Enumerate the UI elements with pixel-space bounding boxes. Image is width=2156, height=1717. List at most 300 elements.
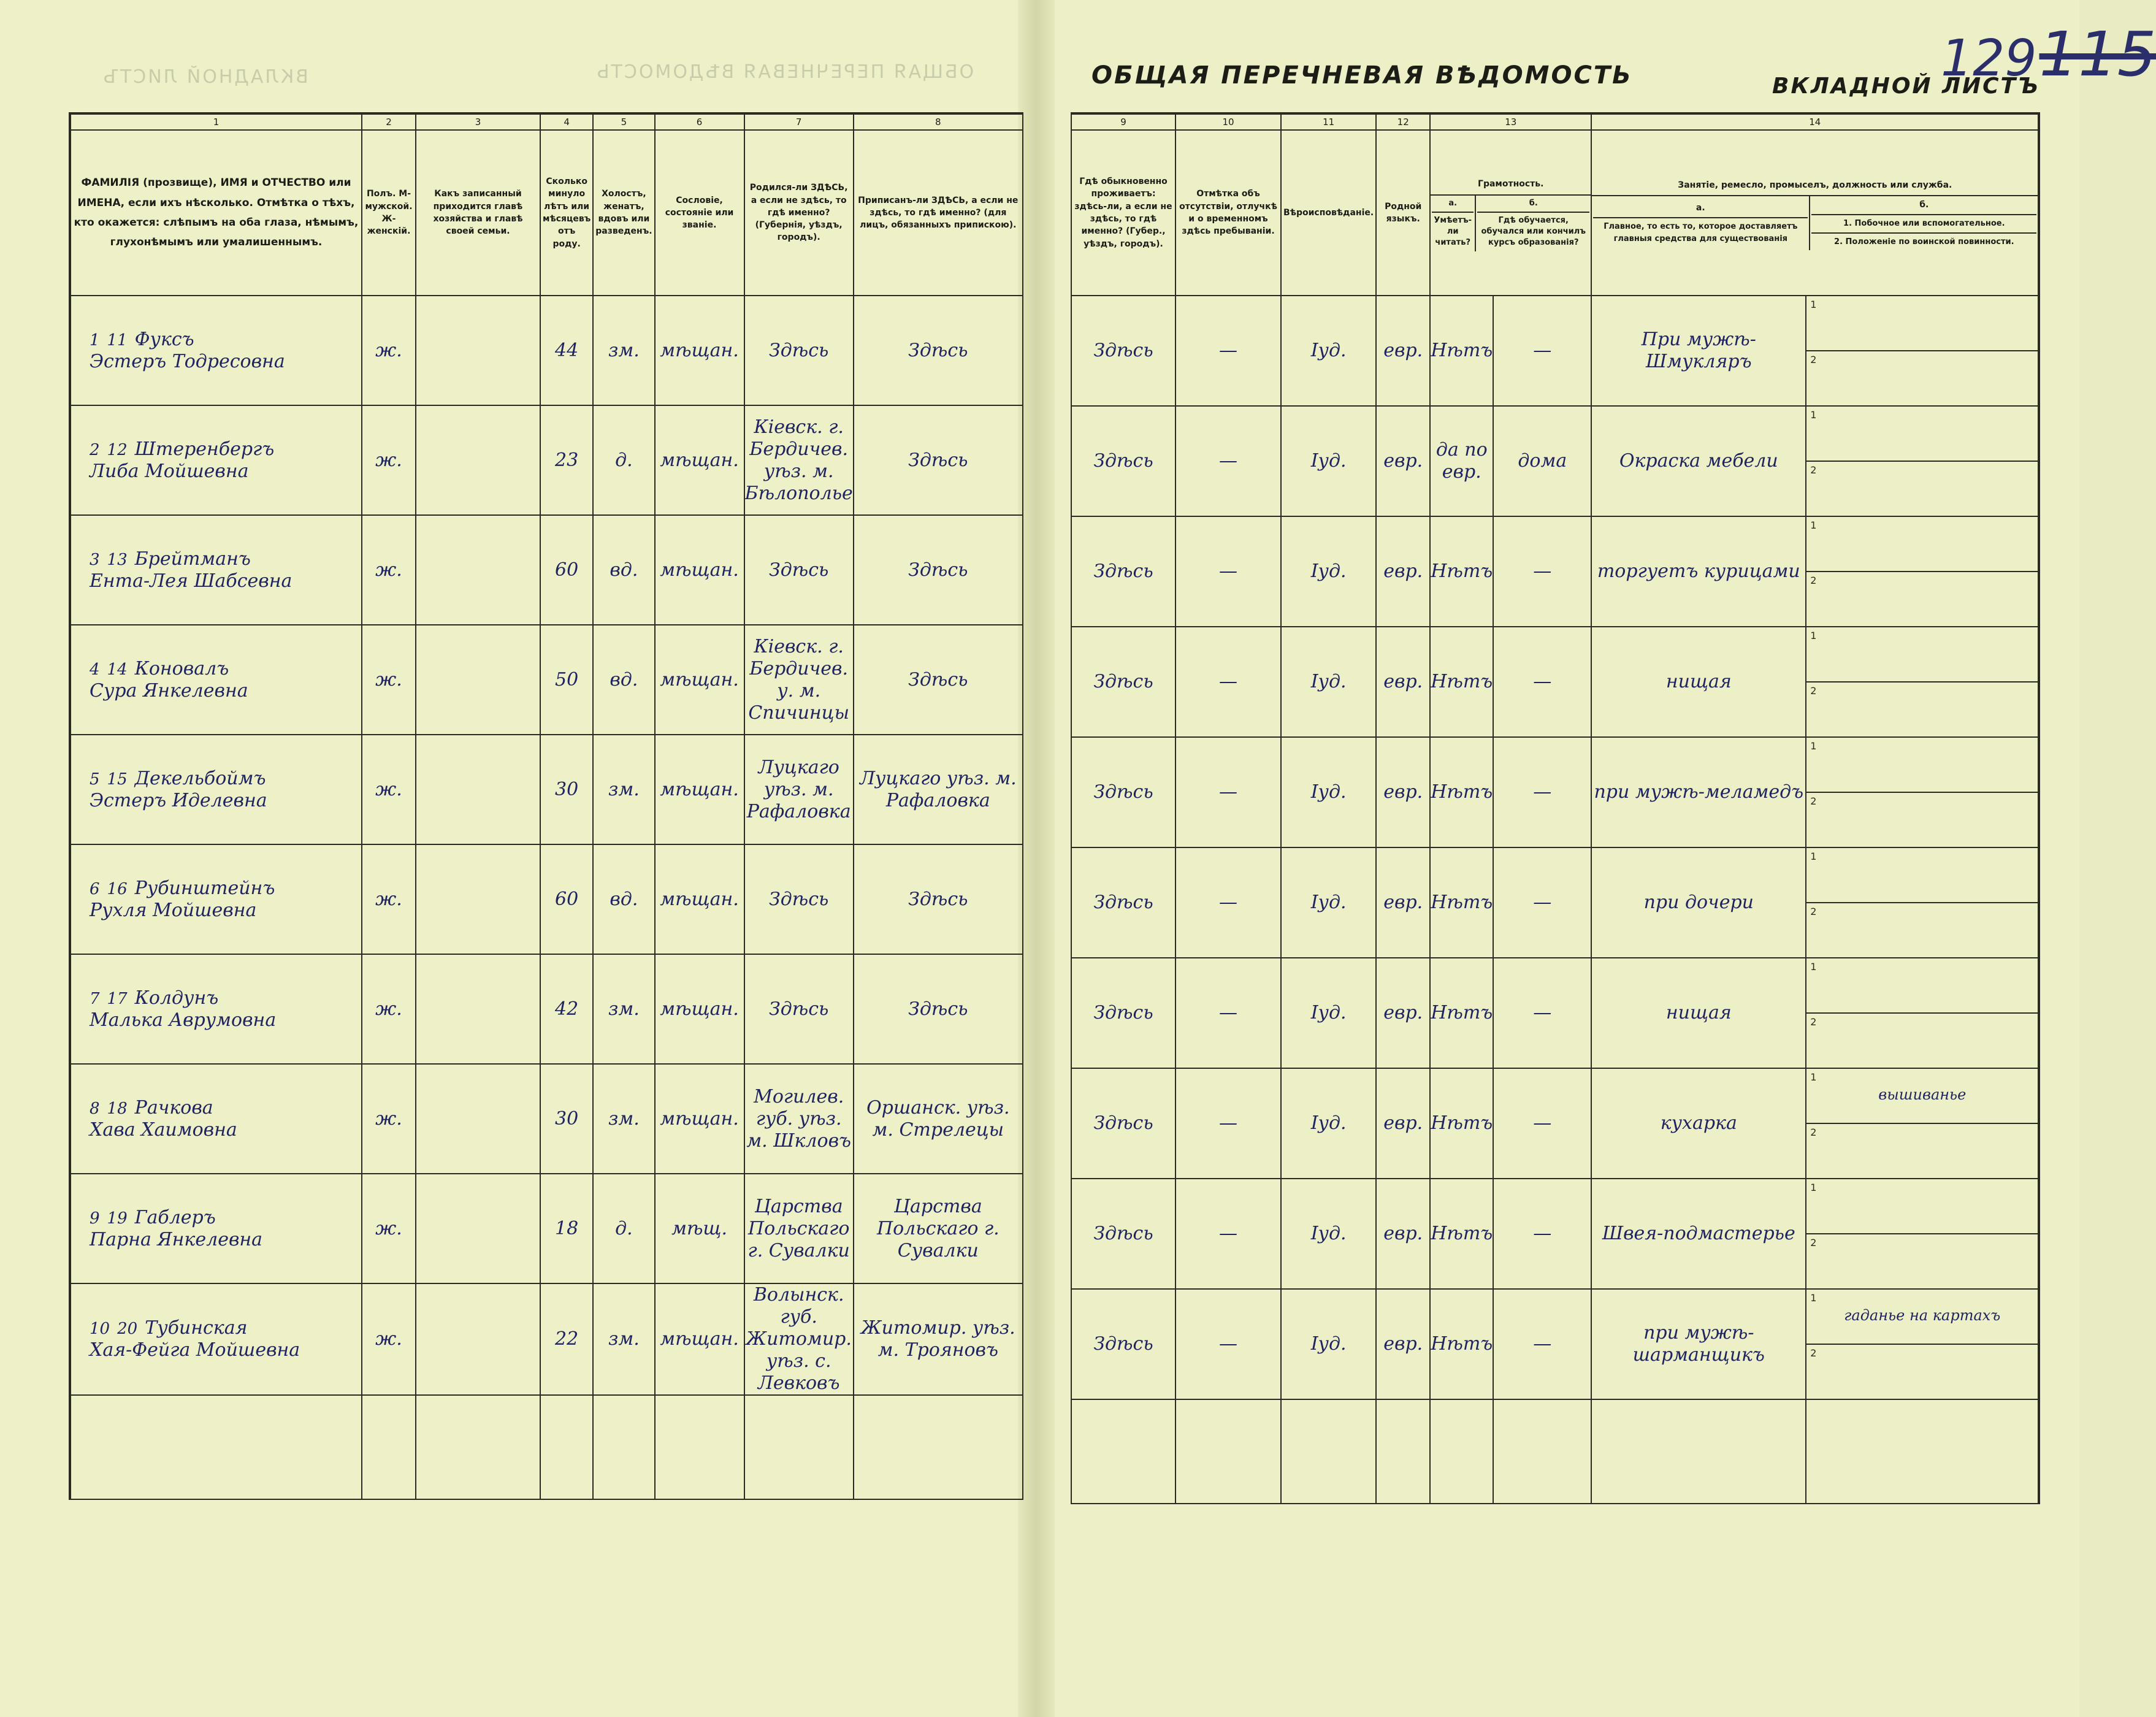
person-given-name: Парна Янкелевна — [90, 1228, 263, 1250]
marital-cell: зм. — [593, 296, 654, 405]
occupation-cell: нищая — [1591, 958, 1806, 1068]
col-number-6: 6 — [655, 113, 744, 130]
slot-marker-1: 1 — [1810, 299, 1817, 310]
registered-cell: Здѣсь — [854, 296, 1023, 405]
person-surname: Декельбоймъ — [134, 767, 266, 789]
page-number — [1941, 18, 2156, 90]
person-name-cell — [70, 1283, 362, 1395]
row-number: 12 — [107, 440, 128, 459]
occupation-side-header — [1810, 196, 2038, 250]
empty-cell — [1591, 1399, 1806, 1504]
bleed-through-text-center: ОБЩАЯ ПЕРЕЧНЕВАЯ ВѢДОМОСТЬ — [595, 61, 974, 83]
reads-cell: Нѣтъ — [1430, 737, 1493, 847]
literacy-school-header — [1475, 196, 1591, 251]
side-occupation-cell — [1806, 1068, 2039, 1179]
person-name-cell — [70, 735, 362, 844]
occupation-title: Занятіе, ремесло, промыселъ, должность или служба. — [1592, 175, 2038, 196]
right-table-row — [1071, 1289, 2039, 1399]
reads-cell: Нѣтъ — [1430, 847, 1493, 958]
col-number-9: 9 — [1071, 113, 1175, 130]
military-status-slot-2 — [1806, 683, 2038, 736]
military-status-slot-2 — [1806, 572, 2038, 626]
language-cell: евр. — [1376, 516, 1430, 627]
age-cell: 60 — [540, 515, 593, 625]
reads-cell: Нѣтъ — [1430, 516, 1493, 627]
right-table-row — [1071, 1068, 2039, 1179]
education-cell: — — [1493, 847, 1591, 958]
right-table-row — [1071, 1179, 2039, 1289]
slot-marker-2: 2 — [1810, 685, 1817, 697]
right-table-row — [1071, 516, 2039, 627]
relation-cell — [416, 405, 540, 515]
slot-marker-2: 2 — [1810, 1126, 1817, 1138]
reads-cell: да по евр. — [1430, 406, 1493, 516]
col-header-literacy — [1430, 130, 1591, 296]
marital-cell: д. — [593, 1174, 654, 1283]
relation-cell — [416, 1064, 540, 1174]
row-index: 5 — [90, 770, 100, 789]
registered-cell: Здѣсь — [854, 844, 1023, 954]
occupation-cell: при дочери — [1591, 847, 1806, 958]
slot-marker-2: 2 — [1810, 464, 1817, 476]
religion-cell: Іуд. — [1281, 958, 1376, 1068]
col-number-13: 13 — [1430, 113, 1591, 130]
row-index: 1 — [90, 331, 100, 350]
row-index: 7 — [90, 989, 100, 1008]
slot-marker-1: 1 — [1810, 519, 1817, 531]
absence-cell: — — [1175, 516, 1281, 627]
birthplace-cell: Кіевск. г. Бердичев. уѣз. м. Бѣлополье — [744, 405, 854, 515]
birthplace-cell: Здѣсь — [744, 515, 854, 625]
side-occupation-cell — [1806, 627, 2039, 737]
military-status-slot-2 — [1806, 793, 2038, 847]
person-given-name: Хая-Фейга Мойшевна — [90, 1339, 300, 1361]
birthplace-cell: Волынск. губ. Житомир. уѣз. с. Левковъ — [744, 1283, 854, 1395]
birthplace-cell: Царства Польскаго г. Сувалки — [744, 1174, 854, 1283]
side-occupation-cell — [1806, 737, 2039, 847]
reads-cell: Нѣтъ — [1430, 1179, 1493, 1289]
slot-marker-1: 1 — [1810, 961, 1817, 973]
age-cell: 30 — [540, 1064, 593, 1174]
side-occupation-slot-1 — [1806, 407, 2038, 462]
insert-sheet-label: ВКЛАДНОЙ ЛИСТЪ — [1772, 74, 2040, 99]
literacy-school-label: б. — [1529, 198, 1538, 208]
person-name-cell — [70, 625, 362, 735]
row-index: 4 — [90, 660, 100, 679]
slot-marker-1: 1 — [1810, 630, 1817, 641]
education-cell: — — [1493, 737, 1591, 847]
empty-cell — [744, 1395, 854, 1499]
sex-cell: ж. — [362, 844, 416, 954]
person-surname: Коновалъ — [134, 657, 229, 679]
person-surname: Штеренбергъ — [134, 438, 275, 460]
side-occupation-value: гаданье на картахъ — [1844, 1307, 2001, 1324]
birthplace-cell: Здѣсь — [744, 954, 854, 1064]
absence-cell: — — [1175, 296, 1281, 406]
residence-cell: Здѣсь — [1071, 1179, 1175, 1289]
side-occupation-slot-1 — [1806, 958, 2038, 1014]
person-given-name: Рухля Мойшевна — [90, 899, 257, 921]
military-status-slot-2 — [1806, 1124, 2038, 1178]
literacy-school-text: Гдѣ обучается, обучался или кончилъ курсъ образованія? — [1477, 212, 1589, 249]
row-index: 9 — [90, 1209, 100, 1228]
estate-cell: мѣщан. — [655, 405, 744, 515]
right-table-row — [1071, 847, 2039, 958]
slot-marker-1: 1 — [1810, 1182, 1817, 1193]
side-occupation-value: вышиванье — [1878, 1086, 1967, 1103]
person-given-name: Ента-Лея Шабсевна — [90, 570, 292, 592]
row-index: 10 — [90, 1320, 110, 1338]
residence-cell: Здѣсь — [1071, 516, 1175, 627]
slot-marker-2: 2 — [1810, 354, 1817, 365]
empty-cell — [1806, 1399, 2039, 1504]
military-status-slot-2 — [1806, 1234, 2038, 1288]
empty-cell — [1493, 1399, 1591, 1504]
side-occupation-cell — [1806, 516, 2039, 627]
col-header-age: Сколько минуло лѣтъ или мѣсяцевъ отъ роду. — [540, 130, 593, 296]
col-number-12: 12 — [1376, 113, 1430, 130]
language-cell: евр. — [1376, 296, 1430, 406]
side-occupation-value — [1806, 407, 2038, 424]
education-cell: — — [1493, 1179, 1591, 1289]
relation-cell — [416, 515, 540, 625]
sex-cell: ж. — [362, 296, 416, 405]
col-number-10: 10 — [1175, 113, 1281, 130]
education-cell: — — [1493, 516, 1591, 627]
person-surname: Рачкова — [134, 1096, 213, 1119]
person-name-cell — [70, 844, 362, 954]
slot-marker-1: 1 — [1810, 1071, 1817, 1083]
page-number-current: 129 — [1941, 29, 2037, 88]
col-header-estate: Сословіе, состояніе или званіе. — [655, 130, 744, 296]
col-header-relation: Какъ записанный приходится главѣ хозяйства и главѣ своей семьи. — [416, 130, 540, 296]
empty-cell — [416, 1395, 540, 1499]
person-given-name: Малька Аврумовна — [90, 1009, 277, 1031]
col-header-birthplace: Родился-ли ЗДѢСЬ, а если не здѣсь, то гдѣ именно? (Губернія, уѣздъ, городъ). — [744, 130, 854, 296]
military-status-slot-2 — [1806, 1345, 2038, 1399]
absence-cell: — — [1175, 627, 1281, 737]
side-occupation-cell — [1806, 1179, 2039, 1289]
estate-cell: мѣщан. — [655, 296, 744, 405]
side-occupation-cell — [1806, 296, 2039, 406]
military-status-slot-2 — [1806, 462, 2038, 516]
relation-cell — [416, 1283, 540, 1395]
side-occupation-cell — [1806, 958, 2039, 1068]
literacy-read-label: а. — [1448, 198, 1458, 208]
slot-marker-2: 2 — [1810, 1347, 1817, 1359]
person-surname: Габлеръ — [134, 1206, 216, 1228]
person-name-cell — [70, 954, 362, 1064]
empty-cell — [540, 1395, 593, 1499]
left-table-row — [70, 405, 1023, 515]
relation-cell — [416, 625, 540, 735]
religion-cell: Іуд. — [1281, 847, 1376, 958]
row-index: 8 — [90, 1099, 100, 1118]
person-name-cell — [70, 1064, 362, 1174]
marital-cell: вд. — [593, 844, 654, 954]
religion-cell: Іуд. — [1281, 1289, 1376, 1399]
slot-marker-2: 2 — [1810, 575, 1817, 586]
col-header-occupation — [1591, 130, 2039, 296]
empty-cell — [1430, 1399, 1493, 1504]
absence-cell: — — [1175, 1179, 1281, 1289]
education-cell: — — [1493, 1289, 1591, 1399]
registered-cell: Житомир. уѣз. м. Трояновъ — [854, 1283, 1023, 1395]
registered-cell: Здѣсь — [854, 954, 1023, 1064]
row-number: 19 — [107, 1209, 128, 1228]
empty-cell — [70, 1395, 362, 1499]
col-number-1: 1 — [70, 113, 362, 130]
left-table-row — [70, 1283, 1023, 1395]
col-number-2: 2 — [362, 113, 416, 130]
military-status-slot-2 — [1806, 351, 2038, 405]
occupation-side-text-2: 2. Положеніе по воинской повинности. — [1811, 232, 2036, 248]
residence-cell: Здѣсь — [1071, 1289, 1175, 1399]
registered-cell: Здѣсь — [854, 515, 1023, 625]
occupation-cell: кухарка — [1591, 1068, 1806, 1179]
absence-cell: — — [1175, 1068, 1281, 1179]
side-occupation-value — [1806, 848, 2038, 865]
side-occupation-slot-1 — [1806, 1179, 2038, 1234]
age-cell: 44 — [540, 296, 593, 405]
left-table-row — [70, 735, 1023, 844]
religion-cell: Іуд. — [1281, 627, 1376, 737]
religion-cell: Іуд. — [1281, 516, 1376, 627]
side-occupation-slot-1 — [1806, 738, 2038, 793]
side-occupation-value — [1806, 296, 2038, 313]
empty-cell — [655, 1395, 744, 1499]
occupation-cell: Окраска мебели — [1591, 406, 1806, 516]
left-table-row — [70, 515, 1023, 625]
occupation-subheaders — [1592, 196, 2038, 250]
reads-cell: Нѣтъ — [1430, 958, 1493, 1068]
religion-cell: Іуд. — [1281, 406, 1376, 516]
col-header-religion: Вѣроисповѣданіе. — [1281, 130, 1376, 296]
right-table-row — [1071, 406, 2039, 516]
person-given-name: Сура Янкелевна — [90, 679, 248, 702]
occupation-cell: торгуетъ курицами — [1591, 516, 1806, 627]
side-occupation-value — [1806, 627, 2038, 644]
residence-cell: Здѣсь — [1071, 847, 1175, 958]
occupation-cell: При мужѣ-Шмукляръ — [1591, 296, 1806, 406]
estate-cell: мѣщан. — [655, 1064, 744, 1174]
sex-cell: ж. — [362, 735, 416, 844]
age-cell: 50 — [540, 625, 593, 735]
literacy-read-header — [1431, 196, 1475, 251]
slot-marker-1: 1 — [1810, 851, 1817, 862]
empty-cell — [1071, 1399, 1175, 1504]
row-index: 2 — [90, 440, 100, 459]
col-number-14: 14 — [1591, 113, 2039, 130]
side-occupation-value — [1806, 958, 2038, 976]
left-table-row — [70, 954, 1023, 1064]
left-register-table — [69, 112, 1023, 1500]
marital-cell: вд. — [593, 625, 654, 735]
education-cell: — — [1493, 627, 1591, 737]
empty-cell — [1175, 1399, 1281, 1504]
slot-marker-2: 2 — [1810, 1016, 1817, 1028]
right-table-trailing-row — [1071, 1399, 2039, 1504]
row-index: 3 — [90, 550, 100, 569]
religion-cell: Іуд. — [1281, 737, 1376, 847]
estate-cell: мѣщан. — [655, 625, 744, 735]
side-occupation-slot-1 — [1806, 848, 2038, 903]
residence-cell: Здѣсь — [1071, 737, 1175, 847]
relation-cell — [416, 296, 540, 405]
empty-cell — [593, 1395, 654, 1499]
occupation-cell: при мужѣ-шарманщикъ — [1591, 1289, 1806, 1399]
person-name-cell — [70, 405, 362, 515]
slot-marker-1: 1 — [1810, 1292, 1817, 1304]
occupation-side-text-1: 1. Побочное или вспомогательное. — [1811, 214, 2036, 230]
right-table-row — [1071, 296, 2039, 406]
person-surname: Тубинская — [145, 1317, 248, 1339]
language-cell: евр. — [1376, 958, 1430, 1068]
education-cell: — — [1493, 958, 1591, 1068]
occupation-side-label: б. — [1919, 200, 1929, 210]
col-number-3: 3 — [416, 113, 540, 130]
religion-cell: Іуд. — [1281, 1068, 1376, 1179]
side-occupation-slot-1 — [1806, 517, 2038, 572]
col-number-4: 4 — [540, 113, 593, 130]
left-table-row — [70, 1174, 1023, 1283]
absence-cell: — — [1175, 847, 1281, 958]
absence-cell: — — [1175, 737, 1281, 847]
religion-cell: Іуд. — [1281, 1179, 1376, 1289]
age-cell: 42 — [540, 954, 593, 1064]
occupation-main-label: а. — [1695, 203, 1705, 213]
side-occupation-cell — [1806, 847, 2039, 958]
page-title: ОБЩАЯ ПЕРЕЧНЕВАЯ ВѢДОМОСТЬ — [1091, 61, 1633, 90]
person-surname: Брейтманъ — [134, 548, 251, 570]
language-cell: евр. — [1376, 1289, 1430, 1399]
language-cell: евр. — [1376, 627, 1430, 737]
occupation-main-text: Главное, то есть то, которое доставляетъ главныя средства для существованія — [1593, 217, 1808, 245]
row-number: 13 — [107, 550, 128, 569]
education-cell: дома — [1493, 406, 1591, 516]
language-cell: евр. — [1376, 406, 1430, 516]
occupation-cell: нищая — [1591, 627, 1806, 737]
slot-marker-2: 2 — [1810, 795, 1817, 807]
right-table-row — [1071, 737, 2039, 847]
literacy-title: Грамотность. — [1431, 174, 1591, 195]
col-number-8: 8 — [854, 113, 1023, 130]
row-number: 14 — [107, 660, 128, 679]
side-occupation-cell — [1806, 406, 2039, 516]
col-header-absence: Отмѣтка объ отсутствіи, отлучкѣ и о временномъ здѣсь пребываніи. — [1175, 130, 1281, 296]
row-number: 18 — [107, 1099, 128, 1118]
empty-cell — [362, 1395, 416, 1499]
estate-cell: мѣщан. — [655, 735, 744, 844]
col-header-marital: Холостъ, женатъ, вдовъ или разведенъ. — [593, 130, 654, 296]
row-number: 16 — [107, 879, 128, 898]
side-occupation-slot-1 — [1806, 627, 2038, 683]
side-occupation-value — [1806, 738, 2038, 755]
language-cell: евр. — [1376, 737, 1430, 847]
left-table-trailing-row — [70, 1395, 1023, 1499]
empty-cell — [1376, 1399, 1430, 1504]
col-header-residence: Гдѣ обыкновенно проживаетъ: здѣсь-ли, а если не здѣсь, то гдѣ именно? (Губер., уѣздъ, городъ). — [1071, 130, 1175, 296]
estate-cell: мѣщ. — [655, 1174, 744, 1283]
occupation-cell: Швея-подмастерье — [1591, 1179, 1806, 1289]
marital-cell: зм. — [593, 1064, 654, 1174]
col-header-name: ФАМИЛІЯ (прозвище), ИМЯ и ОТЧЕСТВО или ИМЕНА, если ихъ нѣсколько. Отмѣтка о тѣхъ, кто окажется: слѣпымъ на оба глаза, нѣмымъ, глухонѣмымъ или умалишеннымъ. — [70, 130, 362, 296]
sex-cell: ж. — [362, 1174, 416, 1283]
sex-cell: ж. — [362, 515, 416, 625]
sex-cell: ж. — [362, 1283, 416, 1395]
col-header-sex: Полъ. М-мужской. Ж-женскій. — [362, 130, 416, 296]
literacy-subheaders — [1431, 196, 1591, 251]
left-table-row — [70, 844, 1023, 954]
person-given-name: Эстеръ Тодресовна — [90, 350, 285, 372]
row-number: 17 — [107, 989, 128, 1008]
birthplace-cell: Здѣсь — [744, 296, 854, 405]
age-cell: 30 — [540, 735, 593, 844]
birthplace-cell: Кіевск. г. Бердичев. у. м. Спичинцы — [744, 625, 854, 735]
side-occupation-slot-1 — [1806, 1069, 2038, 1124]
language-cell: евр. — [1376, 1068, 1430, 1179]
birthplace-cell: Здѣсь — [744, 844, 854, 954]
person-given-name: Хава Хаимовна — [90, 1119, 237, 1141]
education-cell: — — [1493, 296, 1591, 406]
relation-cell — [416, 844, 540, 954]
occupation-cell: при мужѣ-меламедъ — [1591, 737, 1806, 847]
occupation-main-header — [1592, 196, 1810, 250]
religion-cell: Іуд. — [1281, 296, 1376, 406]
reads-cell: Нѣтъ — [1430, 1289, 1493, 1399]
sex-cell: ж. — [362, 1064, 416, 1174]
slot-marker-1: 1 — [1810, 740, 1817, 752]
marital-cell: вд. — [593, 515, 654, 625]
residence-cell: Здѣсь — [1071, 1068, 1175, 1179]
left-table-row — [70, 625, 1023, 735]
age-cell: 18 — [540, 1174, 593, 1283]
col-header-registered: Приписанъ-ли ЗДѢСЬ, а если не здѣсь, то гдѣ именно? (для лицъ, обязанныхъ припискою). — [854, 130, 1023, 296]
absence-cell: — — [1175, 1289, 1281, 1399]
military-status-slot-2 — [1806, 1014, 2038, 1068]
person-surname: Колдунъ — [134, 987, 219, 1009]
side-occupation-value — [1806, 1179, 2038, 1196]
relation-cell — [416, 954, 540, 1064]
education-cell: — — [1493, 1068, 1591, 1179]
sex-cell: ж. — [362, 625, 416, 735]
col-number-7: 7 — [744, 113, 854, 130]
col-number-5: 5 — [593, 113, 654, 130]
sex-cell: ж. — [362, 405, 416, 515]
slot-marker-1: 1 — [1810, 409, 1817, 421]
sex-cell: ж. — [362, 954, 416, 1064]
right-register-table — [1071, 112, 2040, 1504]
empty-cell — [1281, 1399, 1376, 1504]
estate-cell: мѣщан. — [655, 1283, 744, 1395]
row-number: 15 — [107, 770, 128, 789]
marital-cell: д. — [593, 405, 654, 515]
registered-cell: Оршанск. уѣз. м. Стрелецы — [854, 1064, 1023, 1174]
absence-cell: — — [1175, 406, 1281, 516]
marital-cell: зм. — [593, 954, 654, 1064]
reads-cell: Нѣтъ — [1430, 296, 1493, 406]
slot-marker-2: 2 — [1810, 906, 1817, 917]
age-cell: 23 — [540, 405, 593, 515]
registered-cell: Здѣсь — [854, 405, 1023, 515]
person-name-cell — [70, 1174, 362, 1283]
left-table-row — [70, 296, 1023, 405]
reads-cell: Нѣтъ — [1430, 627, 1493, 737]
side-occupation-value — [1806, 517, 2038, 534]
language-cell: евр. — [1376, 1179, 1430, 1289]
absence-cell: — — [1175, 958, 1281, 1068]
row-number: 20 — [117, 1320, 138, 1338]
